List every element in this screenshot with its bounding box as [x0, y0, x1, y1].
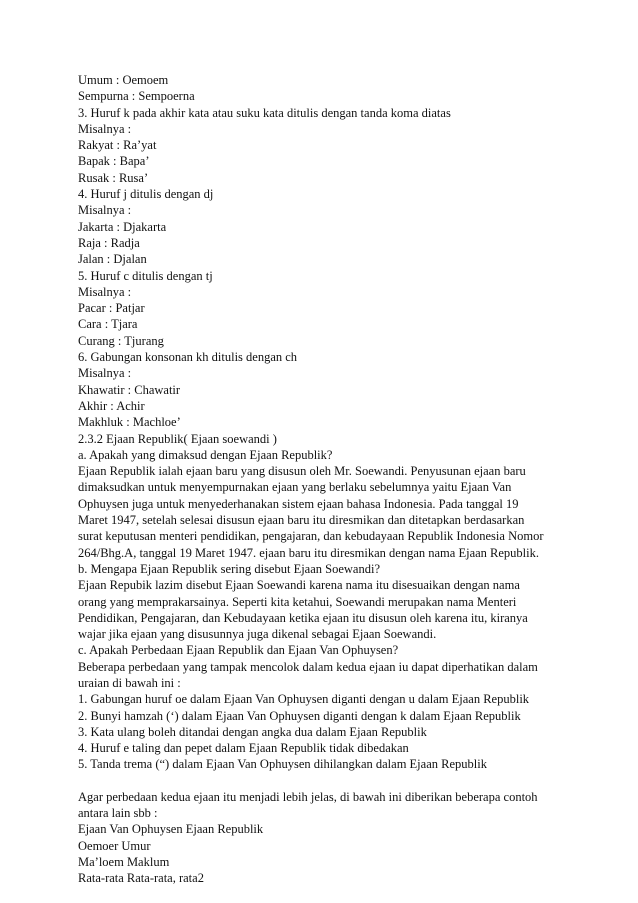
text-line: Oemoer Umur	[78, 838, 151, 853]
text-line: Jalan : Djalan	[78, 252, 147, 267]
document-page	[78, 72, 568, 887]
text-line: 3. Huruf k pada akhir kata atau suku kata ditulis dengan tanda koma diatas	[78, 105, 451, 120]
text-line: Curang : Tjurang	[78, 333, 164, 348]
text-line: Umum : Oemoem	[78, 73, 169, 87]
text-line: Cara : Tjara	[78, 317, 138, 332]
text-line: Jakarta : Djakarta	[78, 219, 167, 234]
text-line: Ejaan Van Ophuysen Ejaan Republik	[78, 822, 264, 837]
text-line: 6. Gabungan konsonan kh ditulis dengan ch	[78, 350, 298, 365]
question-heading: a. Apakah yang dimaksud dengan Ejaan Republik?	[78, 447, 333, 462]
list-item: 4. Huruf e taling dan pepet dalam Ejaan Republik tidak dibedakan	[78, 741, 409, 756]
text-line: Khawatir : Chawatir	[78, 382, 181, 397]
text-line: surat keputusan menteri pendidikan, pengajaran, dan kebudayaan Republik Indonesia Nomor	[78, 529, 544, 544]
text-line: Bapak : Bapa’	[78, 154, 150, 169]
text-line: 4. Huruf j ditulis dengan dj	[78, 187, 214, 202]
text-line: 264/Bhg.A, tanggal 19 Maret 1947. ejaan baru itu diresmikan dengan nama Ejaan Republik.	[78, 545, 539, 560]
text-line: wajar jika ejaan yang disusunnya juga dikenal sebagai Ejaan Soewandi.	[78, 627, 437, 642]
text-line: antara lain sbb :	[78, 806, 158, 821]
text-line: Beberapa perbedaan yang tampak mencolok dalam kedua ejaan iu dapat diperhatikan dalam	[78, 659, 538, 674]
text-line: Ma’loem Maklum	[78, 854, 170, 869]
list-item: 2. Bunyi hamzah (‘) dalam Ejaan Van Ophuysen diganti dengan k dalam Ejaan Republik	[78, 708, 521, 723]
list-item: 5. Tanda trema (“) dalam Ejaan Van Ophuysen dihilangkan dalam Ejaan Republik	[78, 757, 487, 772]
text-line: Akhir : Achir	[78, 398, 145, 413]
list-item: 1. Gabungan huruf oe dalam Ejaan Van Ophuysen diganti dengan u dalam Ejaan Republik	[78, 692, 530, 707]
text-line: Rata-rata Rata-rata, rata2	[78, 871, 204, 886]
section-heading: 2.3.2 Ejaan Republik( Ejaan soewandi )	[78, 431, 277, 446]
text-line: Maret 1947, setelah selesai disusun ejaan baru itu diresmikan dan ditetapkan berdasarkan	[78, 513, 525, 528]
text-line: Sempurna : Sempoerna	[78, 89, 195, 104]
list-item: 3. Kata ulang boleh ditandai dengan angka dua dalam Ejaan Republik	[78, 724, 427, 739]
text-line: Makhluk : Machloe’	[78, 415, 181, 430]
question-heading: b. Mengapa Ejaan Republik sering disebut Ejaan Soewandi?	[78, 561, 381, 576]
text-line: Misalnya :	[78, 366, 132, 381]
text-line: 5. Huruf c ditulis dengan tj	[78, 268, 213, 283]
text-line: uraian di bawah ini :	[78, 675, 181, 690]
text-line: Ejaan Republik ialah ejaan baru yang disusun oleh Mr. Soewandi. Penyusunan ejaan baru	[78, 464, 526, 479]
paragraph-gap	[78, 773, 568, 789]
text-line: Misalnya :	[78, 121, 132, 136]
text-line: Rakyat : Ra’yat	[78, 138, 157, 153]
text-line: orang yang memprakarsainya. Seperti kita ketahui, Soewandi merupakan nama Menteri	[78, 594, 517, 609]
text-line: Rusak : Rusa’	[78, 170, 149, 185]
text-line: Pendidikan, Pengajaran, dan Kebudayaan ketika ejaan itu disusun oleh karena itu, kiranya	[78, 610, 528, 625]
text-line: dimaksudkan untuk menyempurnakan ejaan yang berlaku sebelumnya yaitu Ejaan Van	[78, 480, 512, 495]
text-line: Raja : Radja	[78, 235, 140, 250]
question-heading: c. Apakah Perbedaan Ejaan Republik dan Ejaan Van Ophuysen?	[78, 643, 399, 658]
text-line: Ophuysen juga untuk menyederhanakan sistem ejaan bahasa Indonesia. Pada tanggal 19	[78, 496, 519, 511]
text-line: Pacar : Patjar	[78, 301, 145, 316]
text-line: Misalnya :	[78, 203, 132, 218]
text-line: Agar perbedaan kedua ejaan itu menjadi lebih jelas, di bawah ini diberikan beberapa contoh	[78, 789, 538, 804]
text-line: Ejaan Repubik lazim disebut Ejaan Soewandi karena nama itu disesuaikan dengan nama	[78, 578, 520, 593]
text-line: Misalnya :	[78, 284, 132, 299]
